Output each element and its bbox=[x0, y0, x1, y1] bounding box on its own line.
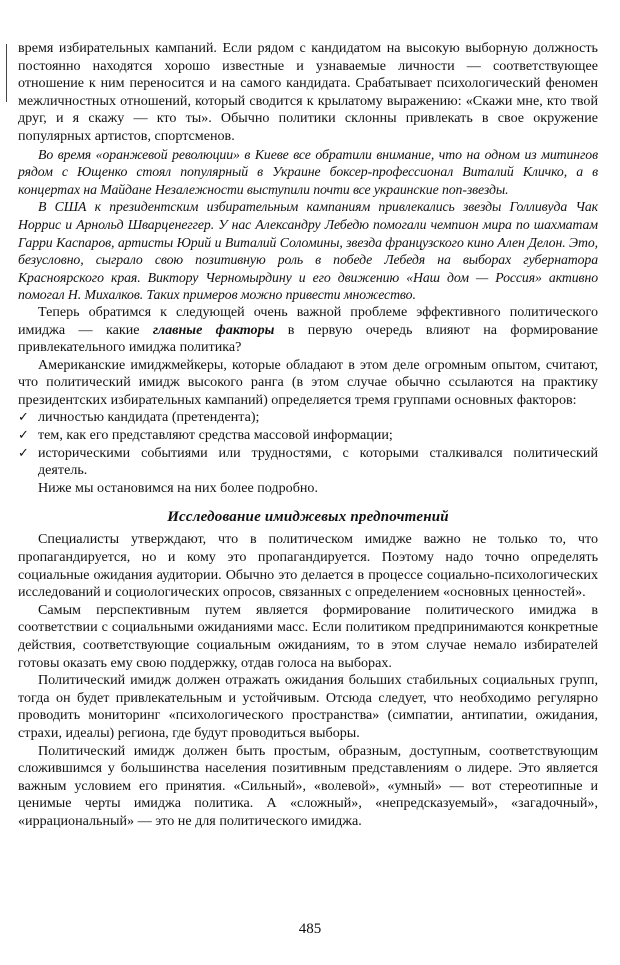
factor-text: тем, как его представляют средства массовой информации; bbox=[38, 427, 393, 444]
factor-text: личностью кандидата (претендента); bbox=[38, 409, 260, 426]
page-number: 485 bbox=[298, 921, 322, 937]
paragraph-factors-outro: Ниже мы остановимся на них более подробно. bbox=[38, 479, 318, 496]
factors-list bbox=[18, 409, 598, 479]
paragraph-factors-lead: Американские имиджмейкеры, которые обладают в этом деле огромным опытом, считают, что политический имидж высокого ранга (в этом случае обычно ссылаются на практику президентских избирательных кампаний) определяется тремя группами основных факторов: bbox=[18, 356, 598, 408]
paragraph-factors-question bbox=[18, 304, 598, 357]
checkmark-icon: ✓ bbox=[18, 428, 29, 444]
section-paragraph: Политический имидж должен быть простым, образным, доступным, соответствующим сложившимся у большинства населения позитивным представлениям о лидере. Это является важным условием его принятия. «Сильный», «волевой», «умный» — вот стереотипные и ценимые черты имиджа политика. А «сложный», «непредсказуемый», «загадочный», «иррациональный» — это не для политического имиджа. bbox=[18, 742, 598, 829]
paragraph-intro: время избирательных кампаний. Если рядом с кандидатом на высокую выборную должность постоянно находятся хорошо известные и узнаваемые личности — соответствующее отношение к ним переносится и на самого кандидата. Срабатывает психологический феномен межличностных отношений, который сводится к крылатому выражению: «Скажи мне, кто твой друг, и я скажу — кто ты». Обычно политики склонны привлекать в свое окружение популярных артистов, спортсменов. bbox=[18, 40, 598, 144]
section-paragraph: Политический имидж должен отражать ожидания больших стабильных социальных групп, тогда он будет привлекательным и устойчивым. Отсюда следует, что необходимо регулярно проводить мониторинг «психологического пространства» (симпатии, антипатии, ожидания, страхи, идеалы) региона, где будут проводиться выборы. bbox=[18, 672, 598, 741]
margin-rule bbox=[6, 44, 7, 102]
section-paragraph: Самым перспективным путем является формирование политического имиджа в соответствии с социальными ожиданиями масс. Если политиком предпринимаются конкретные действия, соответствующие социальным ожиданиям, то в этом случае немало избирателей готовы оказать ему свою поддержку, отдав голоса на выборах. bbox=[18, 601, 598, 671]
highlight-main-factors: главные факторы bbox=[152, 321, 275, 338]
checkmark-icon: ✓ bbox=[18, 445, 29, 461]
factor-item bbox=[18, 427, 598, 445]
factor-text: историческими событиями или трудностями, с которыми сталкивался политический деятель. bbox=[38, 444, 598, 479]
section-paragraph: Специалисты утверждают, что в политическом имидже важно не только то, что пропагандируется, но и кому это пропагандируется. Поэтому надо точно определять социальные ожидания аудитории. Обычно это делается в процессе социально-психологических исследований и социологических опросов, связанных с определением «основных ценностей». bbox=[18, 531, 598, 601]
factor-item bbox=[18, 445, 598, 480]
example-orange-revolution: Во время «оранжевой революции» в Киеве все обратили внимание, что на одном из митингов рядом с Ющенко стоял популярный в Украине боксер-профессионал Виталий Кличко, а в концертах на Майдане Незалежности выступили почти все украинские поп-звезды. bbox=[18, 146, 598, 197]
factor-item bbox=[18, 409, 598, 427]
factors-question-end: в первую очередь влияют на формирование привлекательного имиджа политика? bbox=[18, 321, 599, 356]
checkmark-icon: ✓ bbox=[18, 410, 29, 426]
section-heading: Исследование имиджевых предпочтений bbox=[167, 509, 449, 526]
factors-question-start: Теперь обратимся к следующей очень важной проблеме эффективного политического имиджа — какие bbox=[18, 303, 598, 338]
example-usa-campaigns: В США к президентским избирательным кампаниям привлекались звезды Голливуда Чак Норрис и Арнольд Шварценеггер. У нас Александру Лебедю помогали чемпион мира по шахматам Гарри Каспаров, артисты Юрий и Виталий Соломины, звезда французского кино Ален Делон. Это, безусловно, сыграло свою позитивную роль в победе Лебедя на выборах губернатора Красноярского края. Виктору Черномырдину и его движению «Наш дом — Россия» активно помогал Н. Михалков. Таких примеров можно привести множество. bbox=[18, 199, 598, 303]
page-body bbox=[18, 40, 598, 831]
